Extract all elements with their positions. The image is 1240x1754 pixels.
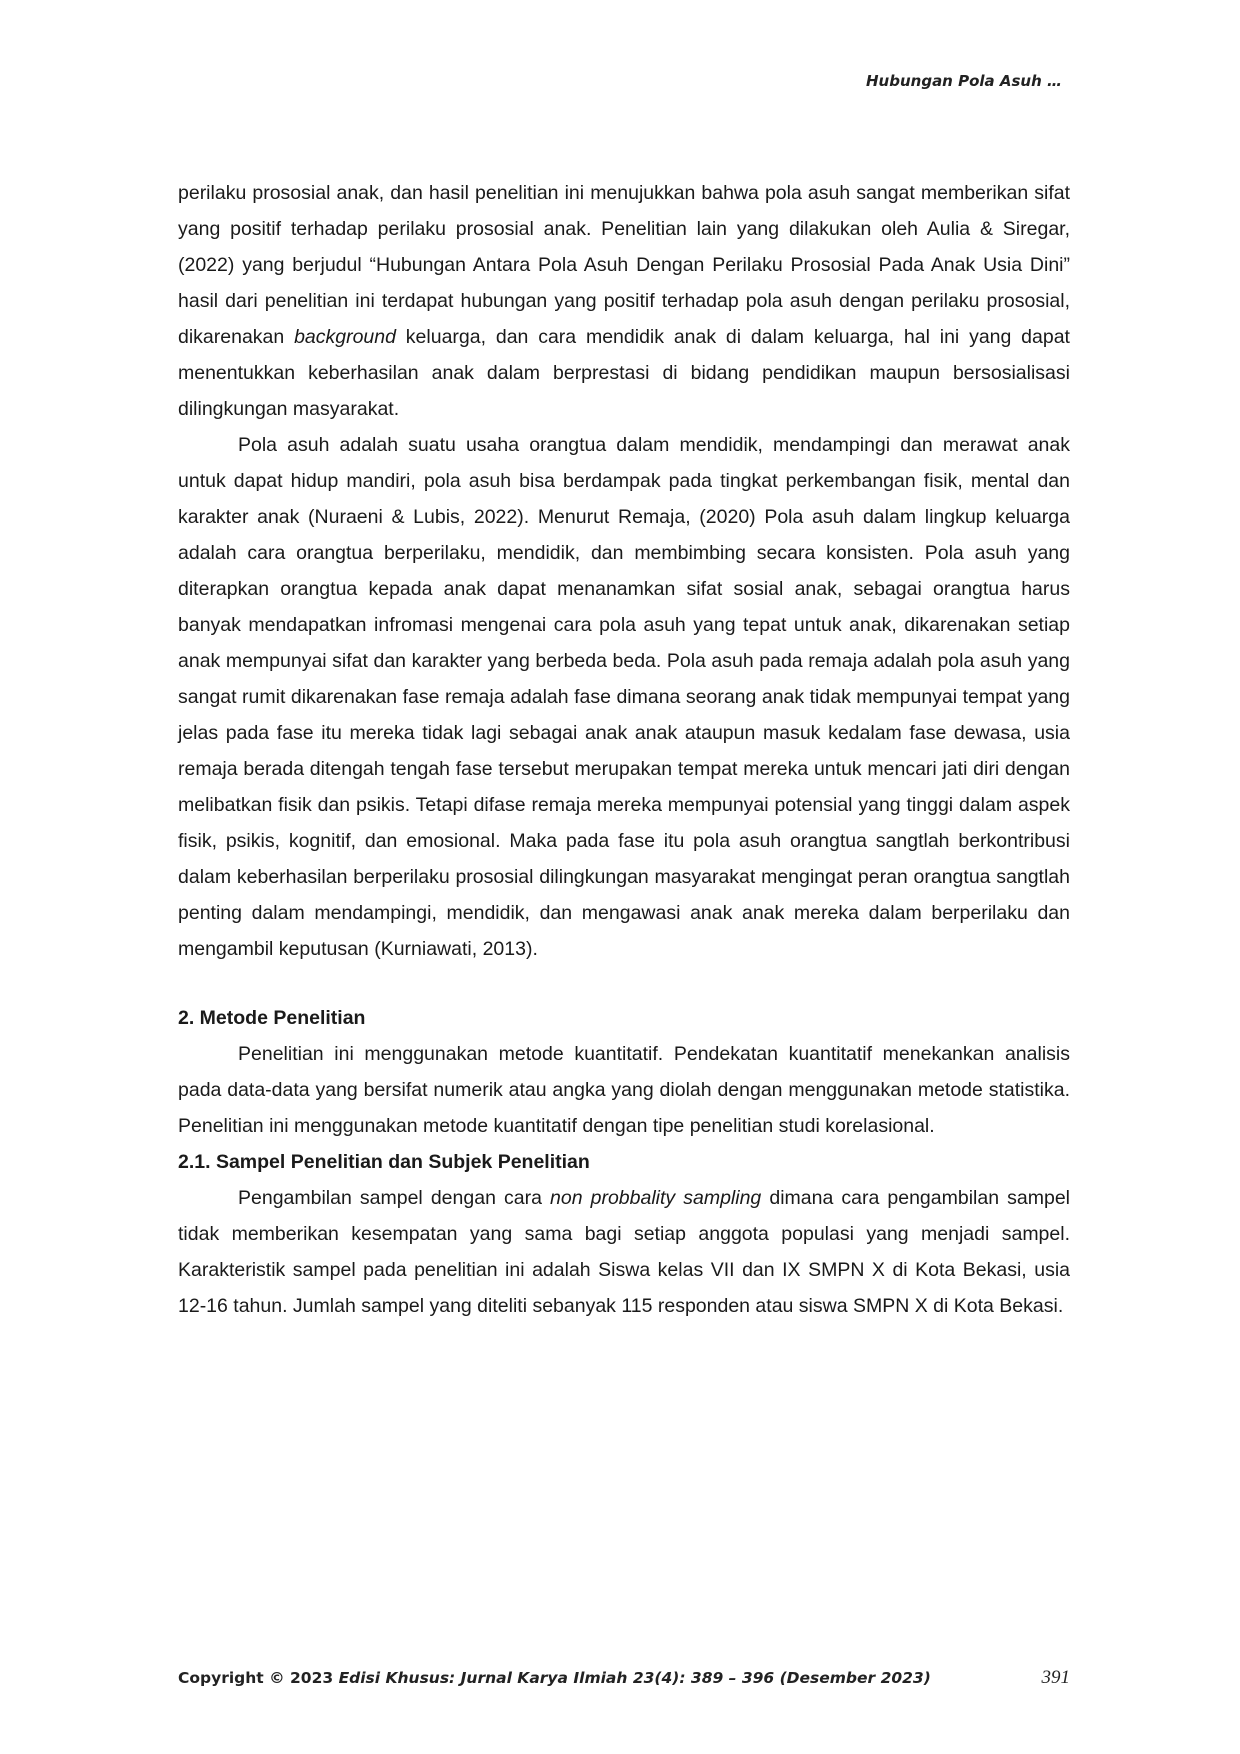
section-heading-metode: 2. Metode Penelitian bbox=[178, 1007, 366, 1029]
page-footer bbox=[178, 1667, 1070, 1689]
subsection-heading-sampel: 2.1. Sampel Penelitian dan Subjek Penelitian bbox=[178, 1151, 590, 1173]
italic-term: background bbox=[294, 326, 396, 348]
paragraph-sampel: Pengambilan sampel dengan cara non probbality sampling dimana cara pengambilan sampel tidak memberikan kesempatan yang sama bagi setiap anggota populasi yang menjadi sampel. Karakteristik sampel pada penelitian ini adalah Siswa kelas VII dan IX SMPN X di Kota Bekasi, usia 12-16 tahun. Jumlah sampel yang diteliti sebanyak 115 responden atau siswa SMPN X di Kota Bekasi. bbox=[178, 1187, 1070, 1317]
italic-term: non probbality sampling bbox=[550, 1187, 762, 1209]
running-header: Hubungan Pola Asuh … bbox=[866, 72, 1062, 90]
paragraph-pola-asuh: Pola asuh adalah suatu usaha orangtua dalam mendidik, mendampingi dan merawat anak untuk dapat hidup mandiri, pola asuh bisa berdampak pada tingkat perkembangan fisik, mental dan karakter anak (Nuraeni & Lubis, 2022). Menurut Remaja, (2020) Pola asuh dalam lingkup keluarga adalah cara orangtua berperilaku, mendidik, dan membimbing secara konsisten. Pola asuh yang diterapkan orangtua kepada anak dapat menanamkan sifat sosial anak, sebagai orangtua harus banyak mendapatkan infromasi mengenai cara pola asuh yang tepat untuk anak, dikarenakan setiap anak mempunyai sifat dan karakter yang berbeda beda. Pola asuh pada remaja adalah pola asuh yang sangat rumit dikarenakan fase remaja adalah fase dimana seorang anak tidak mempunyai tempat yang jelas pada fase itu mereka tidak lagi sebagai anak anak ataupun masuk kedalam fase dewasa, usia remaja berada ditengah tengah fase tersebut merupakan tempat mereka untuk mencari jati diri dengan melibatkan fisik dan psikis. Tetapi difase remaja mereka mempunyai potensial yang tinggi dalam aspek fisik, psikis, kognitif, dan emosional. Maka pada fase itu pola asuh orangtua sangtlah berkontribusi dalam keberhasilan berperilaku prososial dilingkungan masyarakat mengingat peran orangtua sangtlah penting dalam mendampingi, mendidik, dan mengawasi anak anak mereka dalam berperilaku dan mengambil keputusan (Kurniawati, 2013). bbox=[178, 434, 1070, 960]
paragraph-metode: Penelitian ini menggunakan metode kuantitatif. Pendekatan kuantitatif menekankan analisis pada data-data yang bersifat numerik atau angka yang diolah dengan menggunakan metode statistika. Penelitian ini menggunakan metode kuantitatif dengan tipe penelitian studi korelasional. bbox=[178, 1043, 1070, 1137]
copyright-line: Copyright © 2023 Edisi Khusus: Jurnal Karya Ilmiah 23(4): 389 – 396 (Desember 2023) bbox=[178, 1669, 931, 1687]
article-body bbox=[178, 175, 1070, 1324]
page-number: 391 bbox=[1041, 1667, 1070, 1688]
paragraph-continuation: perilaku prososial anak, dan hasil penelitian ini menujukkan bahwa pola asuh sangat memberikan sifat yang positif terhadap perilaku prososial anak. Penelitian lain yang dilakukan oleh Aulia & Siregar, (2022) yang berjudul “Hubungan Antara Pola Asuh Dengan Perilaku Prososial Pada Anak Usia Dini” hasil dari penelitian ini terdapat hubungan yang positif terhadap pola asuh dengan perilaku prososial, dikarenakan background keluarga, dan cara mendidik anak di dalam keluarga, hal ini yang dapat menentukkan keberhasilan anak dalam berprestasi di bidang pendidikan maupun bersosialisasi dilingkungan masyarakat. bbox=[178, 182, 1070, 420]
journal-citation: Edisi Khusus: Jurnal Karya Ilmiah 23(4): 389 – 396 (Desember 2023) bbox=[338, 1669, 931, 1687]
spacer bbox=[178, 967, 1070, 1000]
